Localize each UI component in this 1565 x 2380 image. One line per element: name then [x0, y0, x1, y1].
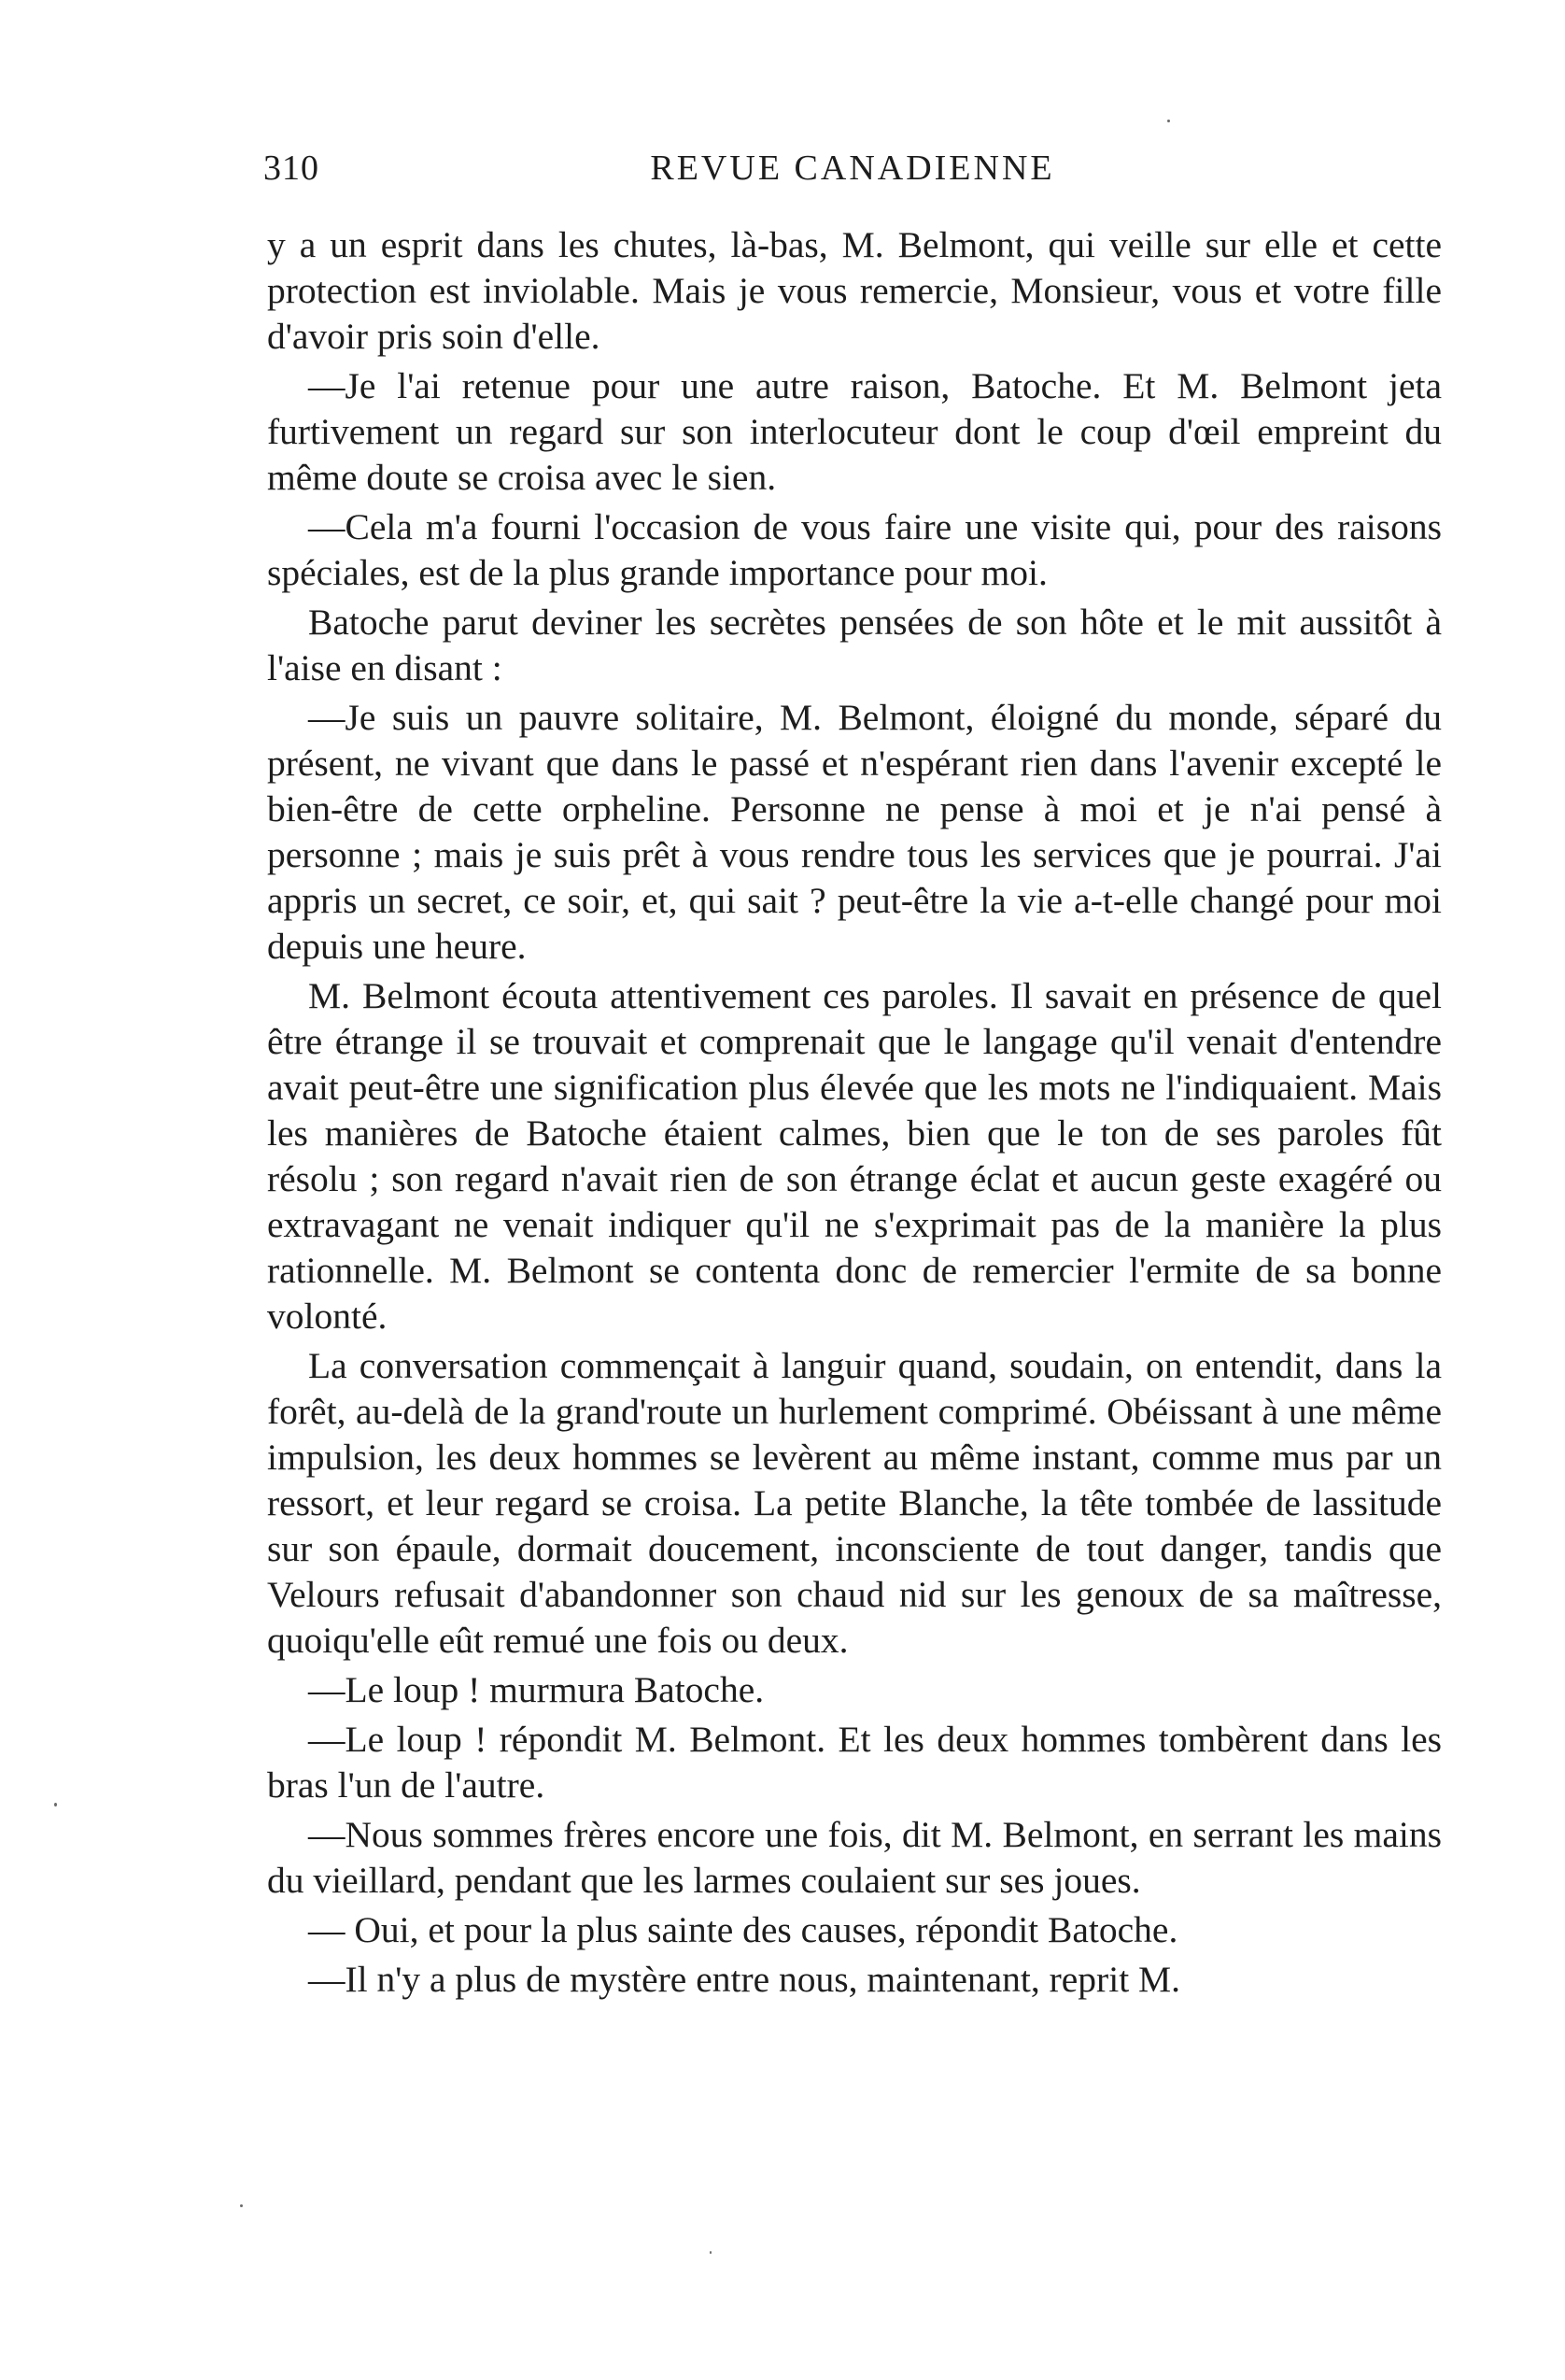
- paragraph: —Le loup ! répondit M. Belmont. Et les deux hommes tombèrent dans les bras l'un de l'autre.: [267, 1719, 1442, 1806]
- paragraph: Batoche parut deviner les secrètes pensées de son hôte et le mit aussitôt à l'aise en disant :: [267, 602, 1442, 688]
- paragraph: — Oui, et pour la plus sainte des causes, répondit Batoche.: [308, 1909, 1178, 1950]
- paragraph: M. Belmont écouta attentivement ces paroles. Il savait en présence de quel être étrange il se trouvait et comprenait que le langage qu'il venait d'entendre avait peut-être une signification plus élevée que les mots ne l'indiquaient. Mais les manières de Batoche étaient calmes, bien que le ton de ses paroles fût résolu ; son regard n'avait rien de son étrange éclat et aucun geste exagéré ou extravagant ne venait indiquer qu'il ne s'exprimait pas de la manière la plus rationnelle. M. Belmont se contenta donc de remercier l'ermite de sa bonne volonté.: [267, 975, 1442, 1337]
- running-title: REVUE CANADIENNE: [650, 149, 1055, 188]
- page-header: [263, 148, 1442, 204]
- scan-speck: [710, 2251, 712, 2254]
- paragraph: —Nous sommes frères encore une fois, dit M. Belmont, en serrant les mains du vieillard, pendant que les larmes coulaient sur ses joues.: [267, 1814, 1442, 1901]
- paragraph: —Je l'ai retenue pour une autre raison, Batoche. Et M. Belmont jeta furtivement un regard sur son interlocuteur dont le coup d'œil empreint du même doute se croisa avec le sien.: [267, 365, 1442, 498]
- scan-speck: [240, 2204, 243, 2207]
- page-number: 310: [263, 149, 319, 188]
- body-text: [267, 222, 1442, 2006]
- paragraph: —Il n'y a plus de mystère entre nous, maintenant, reprit M.: [308, 1959, 1181, 2000]
- scan-speck: [54, 1803, 57, 1806]
- paragraph: La conversation commençait à languir quand, soudain, on entendit, dans la forêt, au-delà de la grand'route un hurlement comprimé. Obéissant à une même impulsion, les deux hommes se levèrent au même instant, comme mus par un ressort, et leur regard se croisa. La petite Blanche, la tête tombée de lassitude sur son épaule, dormait doucement, inconsciente de tout danger, tandis que Velours refusait d'abandonner son chaud nid sur les genoux de sa maîtresse, quoiqu'elle eût remué une fois ou deux.: [267, 1345, 1442, 1661]
- paragraph: y a un esprit dans les chutes, là-bas, M. Belmont, qui veille sur elle et cette protection est inviolable. Mais je vous remercie, Monsieur, vous et votre fille d'avoir pris soin d'elle.: [267, 224, 1442, 357]
- paragraph: —Je suis un pauvre solitaire, M. Belmont, éloigné du monde, séparé du présent, ne vivant que dans le passé et n'espérant rien dans l'avenir excepté le bien-être de cette orpheline. Personne ne pense à moi et je n'ai pensé à personne ; mais je suis prêt à vous rendre tous les services que je pourrai. J'ai appris un secret, ce soir, et, qui sait ? peut-être la vie a-t-elle changé pour moi depuis une heure.: [267, 697, 1442, 967]
- scan-speck: [1167, 120, 1170, 122]
- paragraph: —Cela m'a fourni l'occasion de vous faire une visite qui, pour des raisons spéciales, est de la plus grande importance pour moi.: [267, 506, 1442, 593]
- paragraph: —Le loup ! murmura Batoche.: [308, 1669, 765, 1710]
